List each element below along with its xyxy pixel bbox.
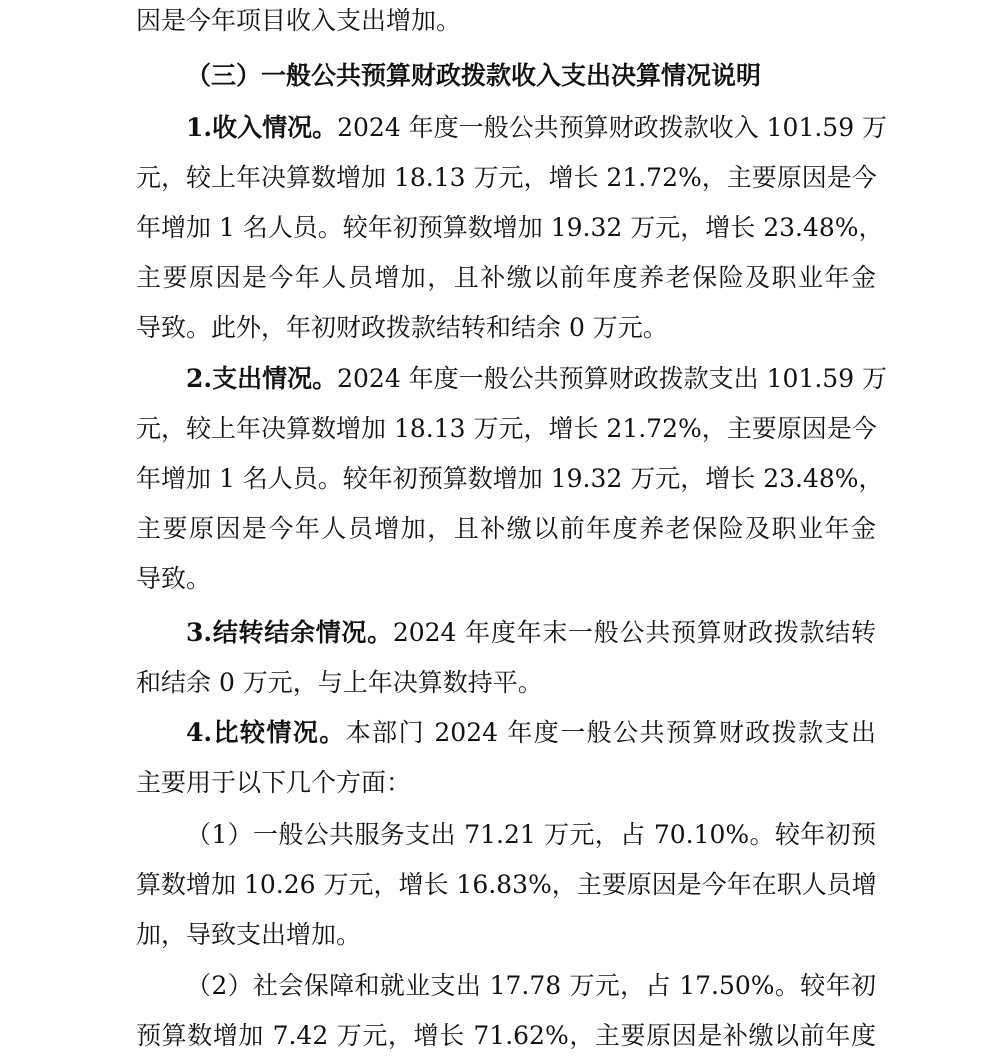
text-line: 主要用于以下几个方面： (136, 768, 412, 797)
heading-comparison: 4.比较情况。 (186, 718, 346, 747)
text-line: 年增加 1 名人员。较年初预算数增加 19.32 万元，增长 23.48%， (136, 213, 884, 242)
text-line: 元，较上年决算数增加 18.13 万元，增长 21.72%，主要原因是今 (136, 414, 877, 443)
text-line: 年增加 1 名人员。较年初预算数增加 19.32 万元，增长 23.48%， (136, 464, 884, 493)
text-line: 加，导致支出增加。 (136, 920, 362, 949)
section-heading-3: （三）一般公共预算财政拨款收入支出决算情况说明 (186, 61, 762, 90)
list-item-line: （2）社会保障和就业支出 17.78 万元，占 17.50%。较年初 (186, 971, 876, 1000)
paragraph-carryover-line: 3.结转结余情况。2024 年度年末一般公共预算财政拨款结转 (186, 618, 876, 647)
text-line: 算数增加 10.26 万元，增长 16.83%，主要原因是今年在职人员增 (136, 870, 877, 899)
paragraph-income-line: 1.收入情况。2024 年度一般公共预算财政拨款收入 101.59 万 (186, 113, 888, 142)
paragraph-comparison-line: 4.比较情况。本部门 2024 年度一般公共预算财政拨款支出 (186, 718, 876, 747)
text-line: 和结余 0 万元，与上年决算数持平。 (136, 668, 543, 697)
text-line: 预算数增加 7.42 万元，增长 71.62%，主要原因是补缴以前年度 (136, 1021, 876, 1050)
heading-expense: 2.支出情况。 (186, 364, 338, 393)
heading-carryover: 3.结转结余情况。 (186, 618, 393, 647)
text-line: 导致。此外，年初财政拨款结转和结余 0 万元。 (136, 313, 668, 342)
paragraph-expense-line: 2.支出情况。2024 年度一般公共预算财政拨款支出 101.59 万 (186, 364, 888, 393)
list-item-line: （1）一般公共服务支出 71.21 万元，占 70.10%。较年初预 (186, 820, 876, 849)
text-line: 主要原因是今年人员增加，且补缴以前年度养老保险及职业年金 (136, 514, 876, 543)
heading-income: 1.收入情况。 (186, 113, 338, 142)
text-line: 主要原因是今年人员增加，且补缴以前年度养老保险及职业年金 (136, 263, 876, 292)
text-line: 因是今年项目收入支出增加。 (136, 6, 462, 35)
text-line: 元，较上年决算数增加 18.13 万元，增长 21.72%，主要原因是今 (136, 163, 877, 192)
text-line: 导致。 (136, 564, 212, 593)
